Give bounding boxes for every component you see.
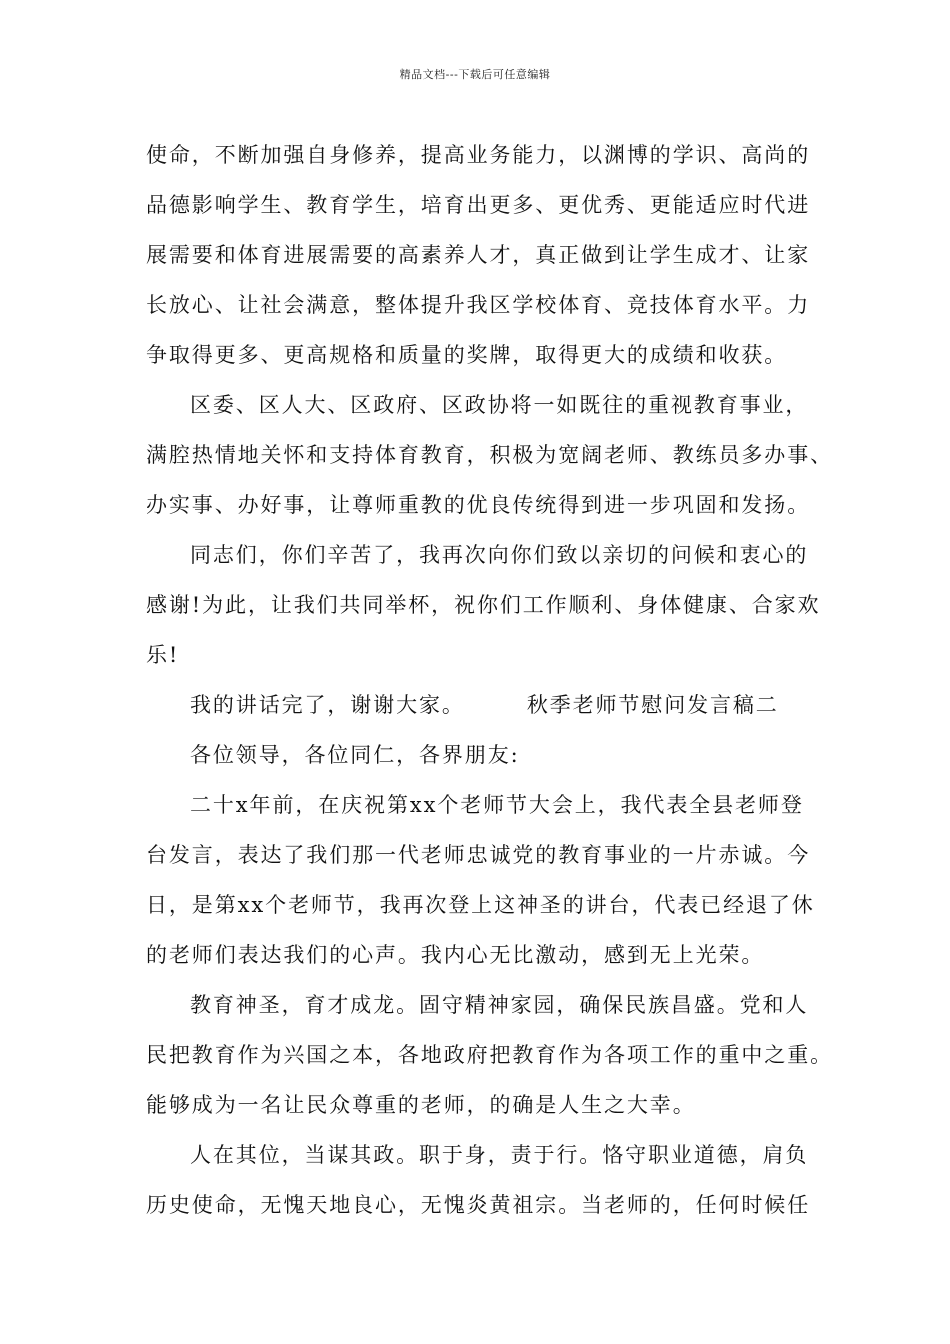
text-line: 民把教育作为兴国之本，各地政府把教育作为各项工作的重中之重。: [146, 1043, 833, 1067]
text-line: 品德影响学生、教育学生，培育出更多、更优秀、更能适应时代进: [146, 193, 811, 217]
text-line: 展需要和体育进展需要的高素养人才，真正做到让学生成才、让家: [146, 243, 811, 267]
text-line: 长放心、让社会满意，整体提升我区学校体育、竞技体育水平。力: [146, 293, 811, 317]
salutation-line: 各位领导，各位同仁，各界朋友:: [190, 743, 520, 767]
text-line: 办实事、办好事，让尊师重教的优良传统得到进一步巩固和发扬。: [146, 493, 811, 517]
text-line: 乐!: [146, 643, 180, 667]
text-line: 能够成为一名让民众尊重的老师，的确是人生之大幸。: [146, 1093, 696, 1117]
paragraph-start-line: 二十x年前，在庆祝第xx个老师节大会上，我代表全县老师登: [190, 793, 804, 817]
text-line: 历史使命，无愧天地良心，无愧炎黄祖宗。当老师的，任何时候任: [146, 1193, 811, 1217]
paragraph-start-line: 教育神圣，育才成龙。固守精神家园，确保民族昌盛。党和人: [190, 993, 809, 1017]
text-line: 台发言，表达了我们那一代老师忠诚党的教育事业的一片赤诚。今: [146, 843, 811, 867]
paragraph-start-line: 同志们，你们辛苦了，我再次向你们致以亲切的问候和衷心的: [190, 543, 809, 567]
text-line: 感谢!为此，让我们共同举杯，祝你们工作顺利、身体健康、合家欢: [146, 593, 821, 617]
document-body: [146, 130, 833, 1230]
section-title: 秋季老师节慰问发言稿二: [526, 693, 779, 717]
closing-remark: 我的讲话完了，谢谢大家。: [190, 693, 465, 717]
text-line: 满腔热情地关怀和支持体育教育，积极为宽阔老师、教练员多办事、: [146, 443, 833, 467]
paragraph-start-line: 区委、区人大、区政府、区政协将一如既往的重视教育事业，: [190, 393, 809, 417]
page-header: 精品文档---下载后可任意编辑: [399, 68, 551, 81]
text-line: 的老师们表达我们的心声。我内心无比激动，感到无上光荣。: [146, 943, 765, 967]
closing-and-title-line: [146, 680, 830, 730]
text-line: 日，是第xx个老师节，我再次登上这神圣的讲台，代表已经退了休: [146, 893, 815, 917]
text-line: 使命，不断加强自身修养，提高业务能力，以渊博的学识、高尚的: [146, 143, 811, 167]
paragraph-start-line: 人在其位，当谋其政。职于身，责于行。恪守职业道德，肩负: [190, 1143, 809, 1167]
text-line: 争取得更多、更高规格和质量的奖牌，取得更大的成绩和收获。: [146, 343, 788, 367]
